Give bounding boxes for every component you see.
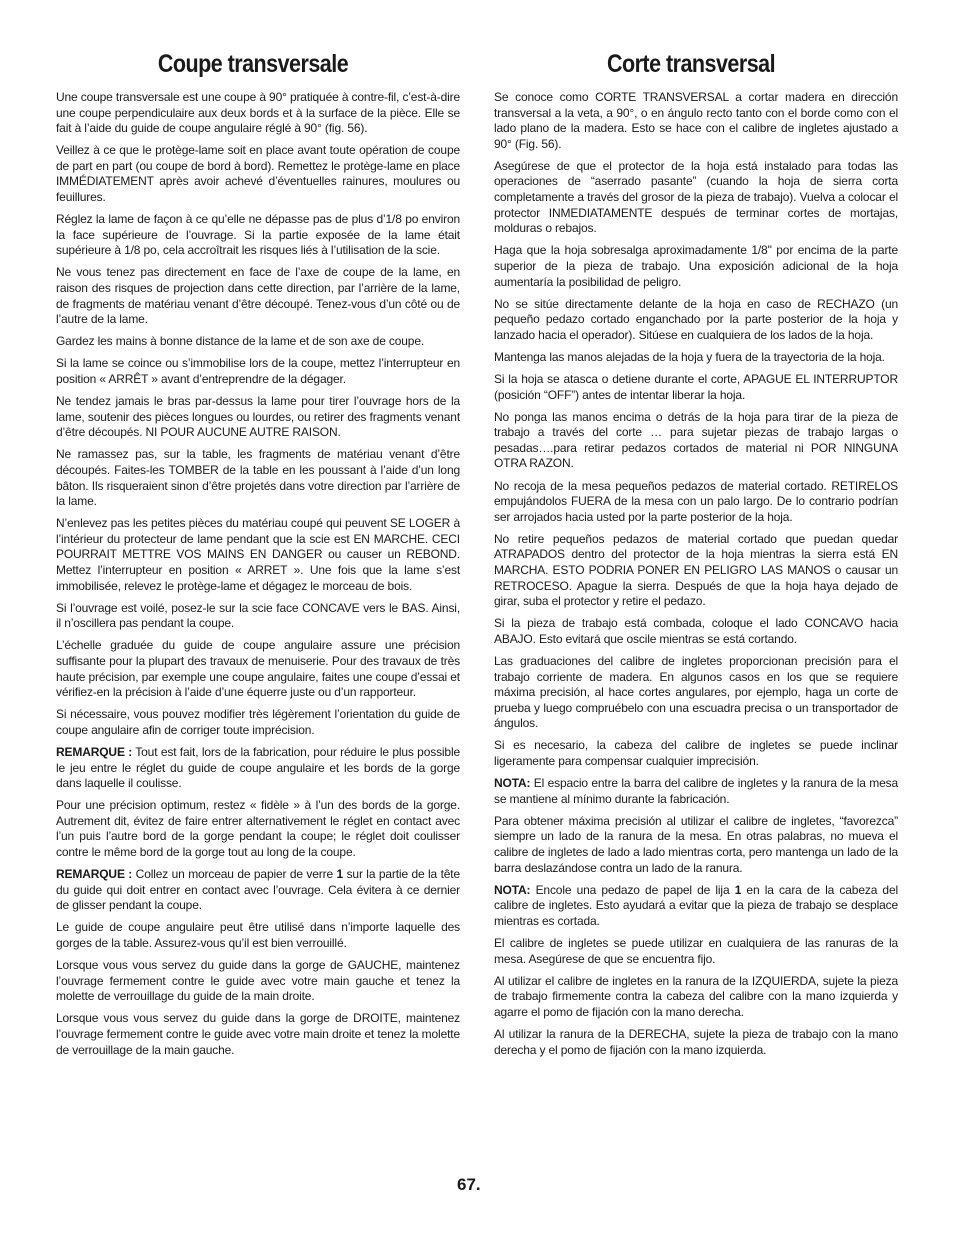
paragraph: Haga que la hoja sobresalga aproximadamente 1/8" por encima de la parte superior de la pieza de trabajo. Una exposición adicional de la hoja aumentaría la posibilidad de peligro. (494, 243, 898, 289)
paragraph: Gardez les mains à bonne distance de la lame et de son axe de coupe. (56, 334, 425, 349)
callout-number: 1 (734, 882, 742, 897)
paragraph: Las graduaciones del calibre de ingletes proporcionan precisión para el trabajo corriente de madera. En algunos casos en los que se requiere máxima precisión, al hace cortes angulares, por ejemplo, haga un corte de prueba y luego compruébelo con una escuadra precisa o un transportador de ángulos. (494, 654, 898, 731)
paragraph: No recoja de la mesa pequeños pedazos de material cortado. RETIRELOS empujándolos FUERA de la mesa con un palo largo. De lo contrario podrían ser arrojados hacia usted por la parte posterior de la hoja. (494, 478, 898, 524)
paragraph: Si nécessaire, vous pouvez modifier très légèrement l’orientation du guide de coupe angulaire afin de corriger toute imprécision. (56, 707, 460, 737)
paragraph: Le guide de coupe angulaire peut être utilisé dans n’importe laquelle des gorges de la table. Assurez-vous qu’il est bien verrouillé. (56, 920, 460, 950)
paragraph: Asegúrese de que el protector de la hoja está instalado para todas las operaciones de “aserrado pasante” (cuando la hoja de sierra corta completamente a través del grosor de la pieza de trabajo). Vuelva a colocar el protector INMEDIATAMENTE después de terminar cortes de mortajas, molduras o rebajos. (494, 158, 898, 236)
page-number: 67. (457, 1175, 481, 1194)
paragraph: Ne vous tenez pas directement en face de l’axe de coupe de la lame, en raison des risques de projection dans cette direction, par l’arrière de la lame, de fragments de matériau venant d’être découpé. Tenez-vous d’un côté ou de l’autre de la lame. (56, 265, 460, 327)
paragraph: Al utilizar el calibre de ingletes en la ranura de la IZQUIERDA, sujete la pieza de trabajo firmemente contra la cabeza del calibre con la mano izquierda y agarre el pomo de fijación con la mano derecha. (494, 973, 898, 1019)
note-paragraph (56, 867, 460, 914)
paragraph: No ponga las manos encima o detrás de la hoja para tirar de la pieza de trabajo a través del corte … para sujetar piezas de trabajo largas o pesadas….para retirar pedazos cortados de material ni POR NINGUNA OTRA RAZON. (494, 409, 898, 471)
note-paragraph (494, 883, 898, 930)
spanish-column (494, 44, 898, 1065)
note-text: El espacio entre la barra del calibre de ingletes y la ranura de la mesa se mantiene al mínimo durante la fabricación. (494, 776, 898, 806)
paragraph: Si la pieza de trabajo está combada, coloque el lado CONCAVO hacia ABAJO. Esto evitará que oscile mientras se está cortando. (494, 616, 898, 646)
note-text: Tout est fait, lors de la fabrication, pour réduire le plus possible le jeu entre le réglet du guide de coupe angulaire et les bords de la gorge dans laquelle il coulisse. (56, 744, 460, 791)
note-label: REMARQUE : (56, 744, 133, 759)
paragraph: Si la hoja se atasca o detiene durante el corte, APAGUE EL INTERRUPTOR (posición “OFF”) antes de intentar liberar la hoja. (494, 372, 898, 402)
callout-number: 1 (336, 867, 344, 882)
section-title-french: Coupe transversale (157, 50, 349, 78)
paragraph: Pour une précision optimum, restez « fidèle » à l’un des bords de la gorge. Autrement dit, évitez de faire entrer alternativement le réglet en contact avec l’un puis l’autre bord de la gorge pendant la coupe; le réglet doit coulisser contre le même bord de la gorge tout au long de la coupe. (56, 798, 460, 860)
spanish-body (494, 90, 898, 1058)
note-label: NOTA: (494, 776, 531, 791)
french-column (56, 44, 460, 1065)
paragraph: Veillez à ce que le protège-lame soit en place avant toute opération de coupe de part en part (ou coupe de bord à bord). Remettez le protège-lame en place IMMÉDIATEMENT après avoir achevé d’éventuelles rainures, moulures ou feuillures. (56, 143, 460, 205)
paragraph: Si es necesario, la cabeza del calibre de ingletes se puede inclinar ligeramente para compensar cualquier imprecisión. (494, 738, 898, 769)
note-label: REMARQUE : (56, 867, 133, 882)
paragraph: Réglez la lame de façon à ce qu’elle ne dépasse pas de plus d’1/8 po environ la face supérieure de l’ouvrage. Si la partie exposée de la lame était supérieure à 1/8 po, cela accroîtrait les risques liés à l’utilisation de la scie. (56, 212, 460, 258)
note-paragraph (494, 776, 898, 807)
paragraph: Mantenga las manos alejadas de la hoja y fuera de la trayectoria de la hoja. (494, 349, 885, 364)
paragraph: Se conoce como CORTE TRANSVERSAL a cortar madera en dirección transversal a la veta, a 90°, o en ángulo recto tanto con el borde como con el lado plano de la madera. Esto se hace con el calibre de ingletes ajustado a 90° (Fig. 56). (494, 90, 898, 151)
paragraph: No se sitúe directamente delante de la hoja en caso de RECHAZO (un pequeño pedazo cortado enganchado por la parte posterior de la hoja y lanzado hacia el operador). Sitúese en cualquiera de los lados de la hoja. (494, 296, 898, 342)
paragraph: No retire pequeños pedazos de material cortado que puedan quedar ATRAPADOS dentro del protector de la hoja mientras la sierra está EN MARCHA. ESTO PODRIA PONER EN PELIGRO LAS MANOS o causar un RETROCESO. Apague la sierra. Después de que la hoja haya dejado de girar, suba el protector y retire el pedazo. (494, 531, 898, 609)
paragraph: Si l’ouvrage est voilé, posez-le sur la scie face CONCAVE vers le BAS. Ainsi, il n’oscillera pas pendant la coupe. (56, 600, 460, 631)
paragraph: N’enlevez pas les petites pièces du matériau coupé qui peuvent SE LOGER à l’intérieur du protecteur de lame pendant que la scie est EN MARCHE. CECI POURRAIT METTRE VOS MAINS EN DANGER ou causer un REBOND. Mettez l’interrupteur en position « ARRET ». Une fois que la lame s’est immobilisée, relevez le protège-lame et dégagez le morceau de bois. (56, 516, 460, 593)
french-body (56, 90, 460, 1058)
note-label: NOTA: (494, 882, 531, 897)
paragraph: Al utilizar la ranura de la DERECHA, sujete la pieza de trabajo con la mano derecha y el pomo de fijación con la mano izquierda. (494, 1026, 898, 1057)
paragraph: Si la lame se coince ou s’immobilise lors de la coupe, mettez l’interrupteur en position « ARRÊT » avant d’entreprendre de la dégager. (56, 356, 460, 386)
paragraph: L’échelle graduée du guide de coupe angulaire assure une précision suffisante pour la plupart des travaux de menuiserie. Pour des travaux de très haute précision, par exemple une coupe angulaire, faites une coupe d’essai et vérifiez-en la précision à l’aide d’une équerre juste ou d’un rapporteur. (56, 638, 460, 700)
paragraph: Une coupe transversale est une coupe à 90° pratiquée à contre-fil, c’est-à-dire une coupe perpendiculaire aux deux bords et à la surface de la pièce. Elle se fait à l’aide du guide de coupe angulaire réglé à 90° (fig. 56). (56, 90, 460, 136)
note-text: sur la partie de la tête du guide qui doit entrer en contact avec l’ouvrage. Cela évitera à ce dernier de glisser pendant la coupe. (56, 867, 460, 913)
note-paragraph (56, 745, 460, 792)
note-text: en la cara de la cabeza del calibre de ingletes. Esto ayudará a evitar que la pieza de trabajo se desplace mientras es cortada. (494, 882, 898, 928)
note-text: Encole una pedazo de papel de lija (530, 882, 735, 897)
paragraph: Ne tendez jamais le bras par-dessus la lame pour tirer l’ouvrage hors de la lame, soutenir des pièces longues ou lourdes, ou retirer des fragments venant d’être découpés. NI POUR AUCUNE AUTRE RAISON. (56, 394, 460, 440)
paragraph: Lorsque vous vous servez du guide dans la gorge de DROITE, maintenez l’ouvrage fermement contre le guide avec votre main droite et tenez la molette de verrouillage de la main gauche. (56, 1011, 460, 1057)
paragraph: Ne ramassez pas, sur la table, les fragments de matériau venant d’être découpés. Faites-les TOMBER de la table en les poussant à l’aide d’un long bâton. Ils risqueraient sinon d’être projetés dans votre direction par l’arrière de la lame. (56, 447, 460, 509)
paragraph: Para obtener máxima precisión al utilizar el calibre de ingletes, “favorezca” siempre un lado de la ranura de la mesa. En otras palabras, no mueva el calibre de ingletes de lado a lado mientras corta, pero mantenga un lado de la barra deslazándose contra un lado de la ranura. (494, 813, 898, 875)
paragraph: El calibre de ingletes se puede utilizar en cualquiera de las ranuras de la mesa. Asegúrese de que se encuentra fijo. (494, 936, 898, 966)
paragraph: Lorsque vous vous servez du guide dans la gorge de GAUCHE, maintenez l’ouvrage fermement contre le guide avec votre main gauche et tenez la molette de verrouillage du guide de la main droite. (56, 958, 460, 1004)
note-text: Collez un morceau de papier de verre (132, 867, 337, 882)
section-title-spanish: Corte transversal (606, 50, 776, 78)
